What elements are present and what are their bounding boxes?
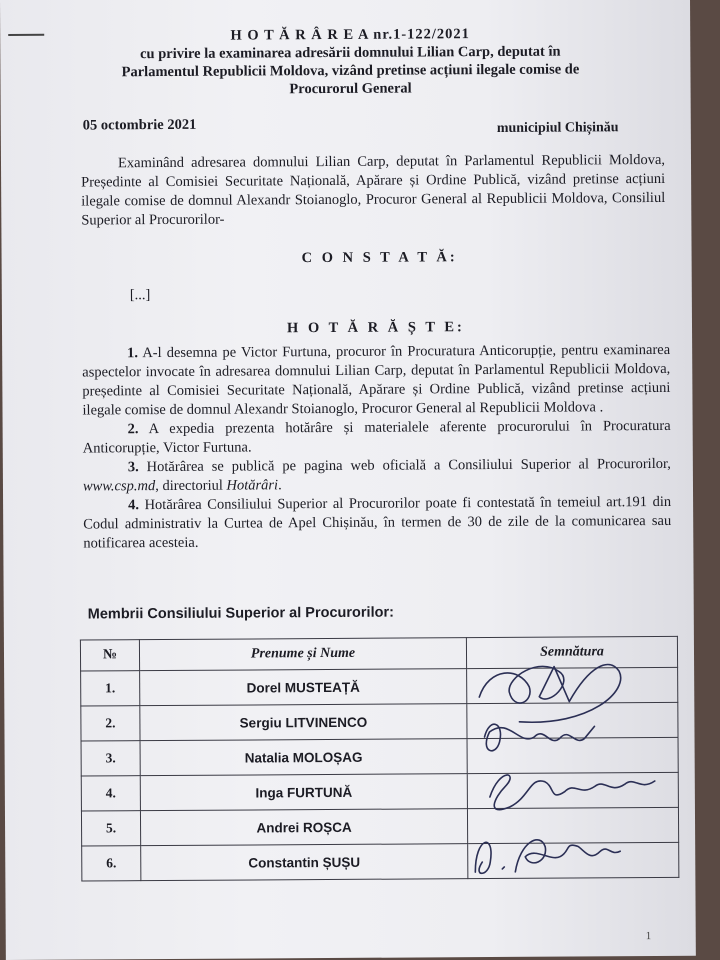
members-table (80, 636, 679, 882)
table-row: 6. Constantin ȘUȘU (82, 842, 679, 881)
decision-item: 1. A-l desemna pe Victor Furtuna, procuror în Procuratura Anticorupție, pentru examinarea aspectelor invocate în adresarea domnului Lilian Carp, deputat în Parlamentul Republicii Moldova, președinte al Comisiei Securitate Națională, Apărare și Ordine Publică, vizând pretinse acțiuni ilegale comise de domnul Alexandr Stoianoglo, Procuror General al Republicii Moldova . (82, 341, 671, 419)
document-place: municipiul Chișinău (496, 120, 619, 136)
signature-cell (467, 807, 678, 843)
decision-list (82, 341, 671, 554)
table-row: 5. Andrei ROȘCA (81, 807, 678, 846)
table-row: 1. Dorel MUSTEAȚĂ (81, 667, 678, 706)
signature-cell (467, 667, 678, 703)
header-number: № (80, 640, 139, 671)
title-line-4: Procurorul General (289, 80, 412, 98)
header-signature: Semnătura (466, 636, 677, 668)
signature-cell (468, 842, 679, 878)
corner-mark (8, 34, 44, 36)
table-row: 2. Sergiu LITVINENCO (81, 702, 678, 741)
member-name: Andrei ROȘCA (140, 809, 467, 846)
intro-paragraph: Examinând adresarea domnului Lilian Carp, deputat în Parlamentul Republicii Moldova, Președinte al Comisiei Securitate Națională, Apărare și Ordine Publică, vizând pretinse acțiuni ilegale comise de domnul Alexandr Stoianoglo, Procuror General al Republicii Moldova, Consiliul Superior al Procurorilor- (81, 151, 666, 229)
decision-item: 2. A expedia prezenta hotărâre și materialele aferente procurorului în Procuratura Anticorupție, Victor Furtuna. (82, 417, 671, 457)
document-title (110, 24, 590, 99)
table-row: 4. Inga FURTUNĂ (81, 772, 678, 811)
decision-item: 4. Hotărârea Consiliului Superior al Procurorilor poate fi contestată în temeiul art.191 din Codul administrativ la Curtea de Apel Chișinău, în termen de 30 de zile de la comunicarea sau notificarea acesteia. (83, 493, 672, 552)
decision-item: 3. Hotărârea se publică pe pagina web oficială a Consiliului Superior al Procurorilor, www.csp.md, directoriul Hotărâri. (82, 455, 671, 495)
omitted-text: [...] (129, 287, 151, 304)
table-row: 3. Natalia MOLOȘAG (81, 737, 678, 776)
table-header-row (80, 636, 677, 671)
directory-name: Hotărâri (226, 477, 279, 494)
members-title: Membrii Consiliului Superior al Procurorilor: (87, 604, 394, 623)
header-name: Prenume și Nume (139, 638, 466, 671)
title-line-3: Parlamentul Republicii Moldova, vizând pretinse acțiuni ilegale comise de (121, 61, 580, 81)
hotaraste-heading: H O T Ă R Ă Ș T E: (286, 319, 465, 337)
title-line-1: H O T Ă R Â R E A nr.1-122/2021 (230, 26, 470, 44)
website-link[interactable]: www.csp.md (82, 478, 156, 495)
member-name: Inga FURTUNĂ (140, 774, 467, 811)
signature-cell (467, 772, 678, 808)
member-name: Dorel MUSTEAȚĂ (140, 669, 467, 706)
member-name: Natalia MOLOȘAG (140, 739, 467, 776)
signature-cell (467, 737, 678, 773)
signature-cell (467, 702, 678, 738)
title-line-2: cu privire la examinarea adresării domnului Lilian Carp, deputat în (140, 43, 561, 63)
document-date: 05 octombrie 2021 (82, 116, 197, 134)
member-name: Sergiu LITVINENCO (140, 704, 467, 741)
page-number: 1 (645, 930, 652, 943)
constata-heading: C O N S T A T Ă: (301, 249, 458, 267)
member-name: Constantin ȘUȘU (141, 844, 468, 881)
